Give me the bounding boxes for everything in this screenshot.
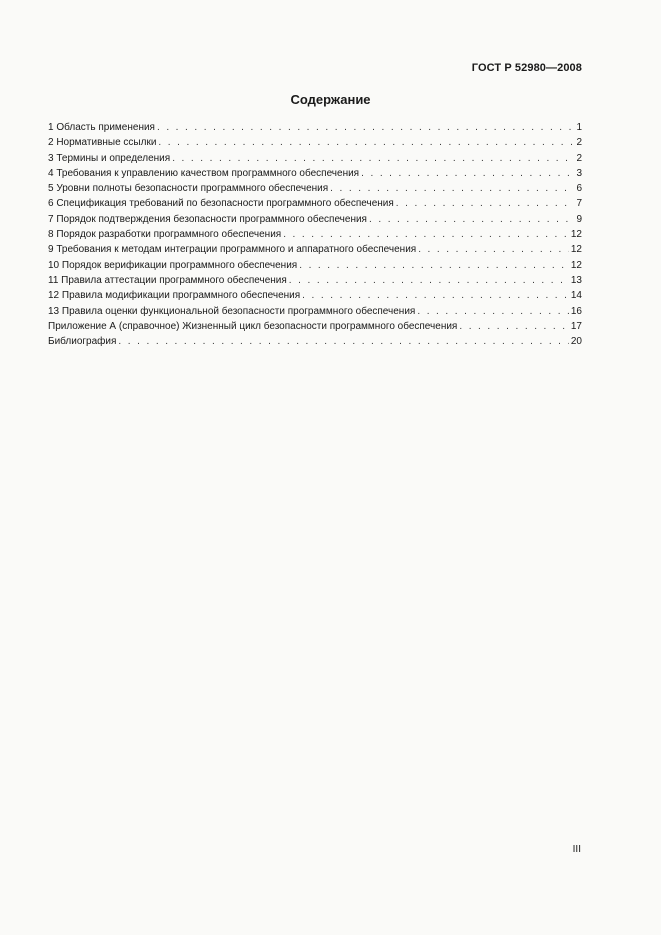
dot-leader xyxy=(302,288,569,303)
toc-entry-title: 6 Спецификация требований по безопасности программного обеспечения xyxy=(48,198,394,210)
toc-entry-page: 17 xyxy=(570,320,582,332)
dot-leader xyxy=(330,181,574,196)
toc-entry-page: 12 xyxy=(570,229,582,241)
toc-entry-title: 1 Область применения xyxy=(48,122,155,133)
toc-entry[interactable] xyxy=(48,227,582,242)
toc-entry[interactable] xyxy=(48,273,582,288)
toc-entry-title: 9 Требования к методам интеграции программного и аппаратного обеспечения xyxy=(48,244,417,256)
toc-entry-page: 16 xyxy=(570,305,582,317)
toc-entry-page: 12 xyxy=(570,244,582,256)
toc-entry-title: 2 Нормативные ссылки xyxy=(48,137,157,149)
toc-entry-page: 9 xyxy=(576,213,582,225)
toc-entry-title: 10 Порядок верификации программного обеспечения xyxy=(48,259,298,271)
page-number: III xyxy=(572,844,581,855)
toc-entry[interactable] xyxy=(48,196,582,211)
document-code: ГОСТ Р 52980—2008 xyxy=(471,62,582,74)
dot-leader xyxy=(459,319,569,334)
toc-entry[interactable] xyxy=(48,288,582,303)
toc-entry-page: 20 xyxy=(570,336,582,348)
dot-leader xyxy=(118,334,568,349)
toc-entry-page: 3 xyxy=(576,167,582,179)
toc-entry[interactable] xyxy=(48,304,582,319)
toc-entry-title: 12 Правила модификации программного обеспечения xyxy=(48,290,301,302)
toc-entry[interactable] xyxy=(48,135,582,150)
toc-entry[interactable] xyxy=(48,242,582,257)
toc-entry-title: 8 Порядок разработки программного обеспечения xyxy=(48,229,282,241)
toc-entry-title: 11 Правила аттестации программного обеспечения xyxy=(48,274,287,286)
toc-entry-page: 13 xyxy=(570,274,582,286)
toc-entry-page: 2 xyxy=(576,152,582,164)
toc-entry-title: 3 Термины и определения xyxy=(48,152,171,164)
toc-entry-page: 7 xyxy=(576,198,582,210)
toc-entry[interactable] xyxy=(48,181,582,196)
toc-entry-title: Приложение А (справочное) Жизненный цикл безопасности программного обеспечения xyxy=(48,320,458,332)
toc-entry[interactable] xyxy=(48,151,582,166)
toc-entry[interactable] xyxy=(48,319,582,334)
toc-entry-title: Библиография xyxy=(48,336,117,348)
dot-leader xyxy=(289,273,569,288)
dot-leader xyxy=(283,227,569,242)
toc-entry-page: 1 xyxy=(576,122,582,133)
toc-entry[interactable] xyxy=(48,334,582,349)
dot-leader xyxy=(361,166,574,181)
toc-entry-page: 12 xyxy=(570,259,582,271)
toc-entry-page: 14 xyxy=(570,290,582,302)
toc-entry-title: 7 Порядок подтверждения безопасности программного обеспечения xyxy=(48,213,367,225)
dot-leader xyxy=(157,120,574,135)
toc-entry[interactable] xyxy=(48,258,582,273)
toc-entry-page: 2 xyxy=(576,137,582,149)
dot-leader xyxy=(369,212,574,227)
toc-entry[interactable] xyxy=(48,166,582,181)
toc-entry-page: 6 xyxy=(576,183,582,195)
dot-leader xyxy=(418,242,569,257)
table-of-contents xyxy=(48,120,582,349)
dot-leader xyxy=(172,151,574,166)
toc-title: Содержание xyxy=(290,92,371,107)
toc-entry[interactable] xyxy=(48,120,582,135)
dot-leader xyxy=(417,304,569,319)
toc-entry-title: 4 Требования к управлению качеством программного обеспечения xyxy=(48,167,360,179)
toc-entry-title: 5 Уровни полноты безопасности программного обеспечения xyxy=(48,183,329,195)
toc-entry-title: 13 Правила оценки функциональной безопасности программного обеспечения xyxy=(48,305,416,317)
dot-leader xyxy=(158,135,574,150)
toc-entry[interactable] xyxy=(48,212,582,227)
dot-leader xyxy=(299,258,569,273)
dot-leader xyxy=(396,196,575,211)
